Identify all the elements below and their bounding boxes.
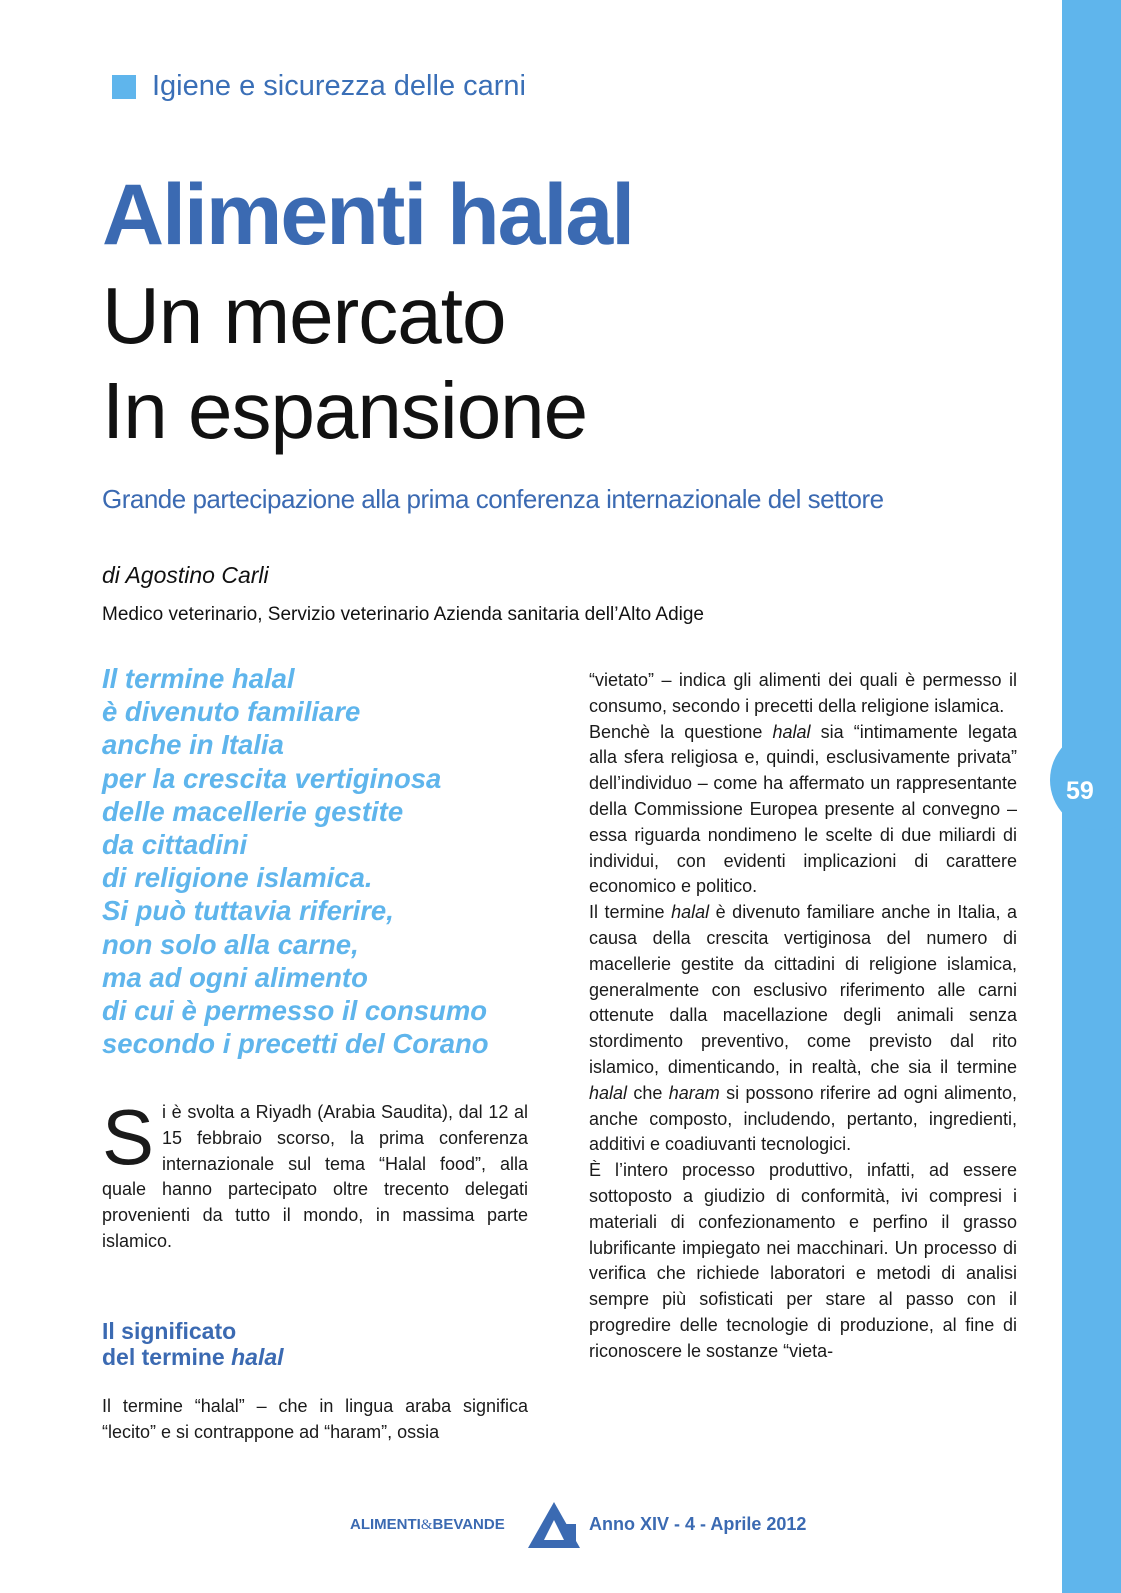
section-tag xyxy=(112,70,526,103)
headline-secondary xyxy=(102,268,587,458)
pull-quote-line: secondo i precetti del Corano xyxy=(102,1028,489,1060)
section-subheading xyxy=(102,1318,284,1370)
pull-quote-line: da cittadini xyxy=(102,829,248,861)
body-text: Benchè la questione xyxy=(589,721,773,742)
footer-issue: Anno XIV - 4 - Aprile 2012 xyxy=(589,1514,807,1534)
body-text: che xyxy=(627,1082,669,1103)
drop-cap: S xyxy=(102,1093,155,1181)
brand-amp: & xyxy=(420,1517,433,1533)
pull-quote-line: Il termine halal xyxy=(102,663,295,694)
body-text: Il termine xyxy=(589,902,672,923)
body-paragraph xyxy=(589,900,1017,1158)
intro-paragraph xyxy=(102,1093,528,1255)
body-text: si possono riferire ad ogni alimento, anche composto, includendo, pertanto, ingredienti, additivi e coadiuvanti tecnologici. xyxy=(589,1082,1017,1155)
pull-quote-line: per la crescita vertiginosa xyxy=(102,762,442,794)
body-italic: haram xyxy=(668,1082,720,1103)
body-paragraph: “vietato” – indica gli alimenti dei quali è permesso il consumo, secondo i precetti della religione islamica. xyxy=(589,670,1017,716)
pull-quote-line: ma ad ogni alimento xyxy=(102,961,368,993)
pull-quote xyxy=(102,662,542,1060)
pull-quote-line: delle macellerie gestite xyxy=(102,795,404,827)
article-subtitle: Grande partecipazione alla prima conferenza internazionale del settore xyxy=(102,484,884,514)
brand-right: BEVANDE xyxy=(432,1516,505,1533)
body-italic: halal xyxy=(671,902,710,923)
intro-text: i è svolta a Riyadh (Arabia Saudita), dal 12 al 15 febbraio scorso, la prima conferenza internazionale sul tema “Halal food”, alla quale hanno partecipato oltre trecento delegati provenienti da tutto il mondo, in massima parte islamico. xyxy=(102,1102,528,1251)
left-column-body xyxy=(102,1394,528,1446)
subheading-line2-italic: halal xyxy=(231,1344,284,1370)
page-number: 59 xyxy=(1066,777,1094,805)
brand-left: ALIMENTI xyxy=(350,1516,421,1533)
square-bullet-icon xyxy=(112,75,136,99)
author-affiliation: Medico veterinario, Servizio veterinario Azienda sanitaria dell’Alto Adige xyxy=(102,604,704,625)
subheading-line1: Il significato xyxy=(102,1318,237,1344)
footer-brand xyxy=(350,1516,505,1534)
body-italic: halal xyxy=(772,721,811,742)
right-column-body xyxy=(589,668,1017,1365)
body-paragraph: Il termine “halal” – che in lingua araba significa “lecito” e si contrappone ad “haram”, ossia xyxy=(102,1396,528,1442)
body-italic: halal xyxy=(589,1082,628,1103)
body-text: sia “intimamente legata alla sfera religiosa e, quindi, esclusivamente privata” dell’individuo – come ha affermato un rappresentante della Commissione Europea presente al convegno – essa riguarda nondimeno le scelte di due miliardi di individui, con evidenti implicazioni di carattere economico e politico. xyxy=(589,721,1017,897)
body-paragraph: È l’intero processo produttivo, infatti, ad essere sottoposto a giudizio di conformità, ivi compresi i materiali di confezionamento e perfino il grasso lubrificante impiegato nei macchinari. Un processo di verifica che richiede laboratori e metodi di analisi sempre più sofisticati per stare al passo con il progredire delle tecnologie di produzione, al fine di riconoscere le sostanze “vieta- xyxy=(589,1160,1017,1361)
subheading-line2-text: del termine xyxy=(102,1344,232,1370)
pull-quote-line: anche in Italia xyxy=(102,729,284,761)
body-text: è divenuto familiare anche in Italia, a causa della crescita vertiginosa del numero di macellerie gestite da cittadini di religione islamica, generalmente con esclusivo riferimento alle carni ottenute dalla macellazione degli animali senza stordimento preventivo, come previsto dal rito islamico, dimenticando, in realtà, che sia il termine xyxy=(589,902,1017,1077)
section-title: Igiene e sicurezza delle carni xyxy=(152,70,526,102)
subheading-line2 xyxy=(102,1344,284,1370)
pull-quote-line: di cui è permesso il consumo xyxy=(102,995,488,1027)
pull-quote-line: non solo alla carne, xyxy=(102,928,359,960)
headline-main: Alimenti halal xyxy=(102,167,634,263)
pull-quote-line: è divenuto familiare xyxy=(102,696,361,728)
body-paragraph xyxy=(589,720,1017,901)
pull-quote-line: Si può tuttavia riferire, xyxy=(102,895,394,927)
headline-line2: Un mercato xyxy=(102,271,506,360)
author-name: di Agostino Carli xyxy=(102,562,269,588)
pull-quote-line: di religione islamica. xyxy=(102,862,373,894)
headline-line3: In espansione xyxy=(102,366,588,455)
triangle-a-logo-icon xyxy=(526,1500,582,1550)
